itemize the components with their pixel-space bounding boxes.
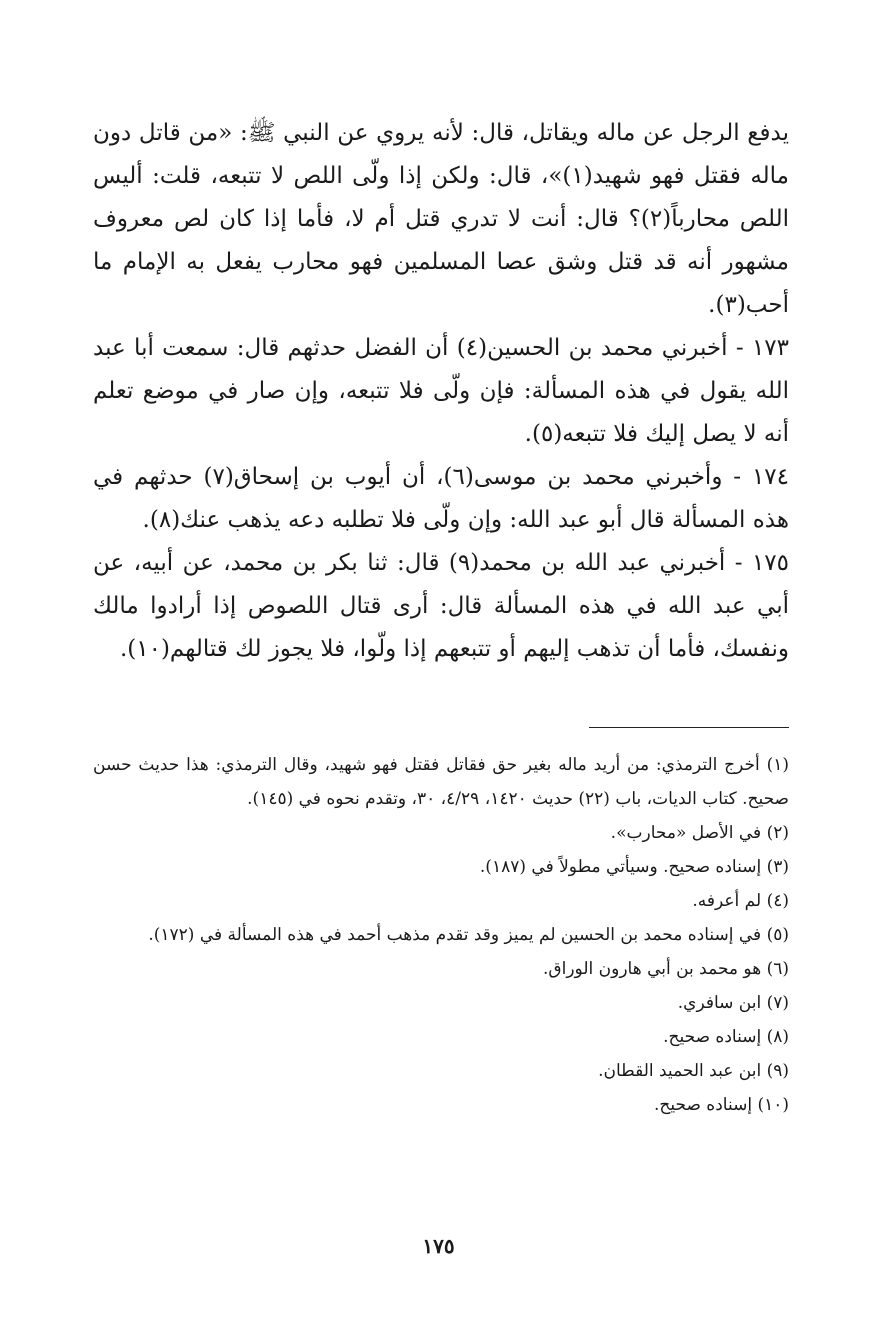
footnote-10: (١٠) إسناده صحيح.	[653, 1095, 789, 1115]
continuation-paragraph: يدفع الرجل عن ماله ويقاتل، قال: لأنه يروي عن النبي ﷺ: «من قاتل دون ماله فقتل فهو شهيد(١)»، قال: ولكن إذا ولّى اللص لا تتبعه، قلت: أليس اللص محارباً(٢)؟ قال: أنت لا تدري قتل أم لا، فأما إذا كان لص معروف مشهور أنه قد قتل وشق عصا المسلمين فهو محارب يفعل به الإمام ما أحب(٣).	[93, 120, 790, 318]
narration-174: ١٧٤ - وأخبرني محمد بن موسى(٦)، أن أيوب بن إسحاق(٧) حدثهم في هذه المسألة قال أبو عبد الله: وإن ولّى فلا تطلبه دعه يذهب عنك(٨).	[93, 464, 789, 533]
footnote-3: (٣) إسناده صحيح. وسيأتي مطولاً في (١٨٧).	[479, 857, 789, 877]
footnote-2: (٢) في الأصل «محارب».	[610, 823, 789, 843]
footnote-divider	[589, 727, 789, 728]
footnotes	[93, 748, 789, 1122]
narration-173: ١٧٣ - أخبرني محمد بن الحسين(٤) أن الفضل حدثهم قال: سمعت أبا عبد الله يقول في هذه المسألة: فإن ولّى فلا تتبعه، وإن صار في موضع تعلم أنه لا يصل إليك فلا تتبعه(٥).	[93, 335, 789, 447]
main-text	[93, 112, 789, 671]
footnote-7: (٧) ابن سافري.	[677, 993, 789, 1013]
page-number: ١٧٥	[422, 1234, 455, 1258]
footnote-5: (٥) في إسناده محمد بن الحسين لم يميز وقد تقدم مذهب أحمد في هذه المسألة في (١٧٢).	[148, 925, 789, 945]
footnote-4: (٤) لم أعرفه.	[692, 891, 789, 911]
footnote-8: (٨) إسناده صحيح.	[663, 1027, 789, 1047]
footnote-9: (٩) ابن عبد الحميد القطان.	[598, 1061, 789, 1081]
footnote-1: (١) أخرج الترمذي: من أريد ماله بغير حق فقاتل فقتل فهو شهيد، وقال الترمذي: هذا حديث حسن صحيح. كتاب الديات، باب (٢٢) حديث ١٤٢٠، ٤/٢٩، ٣٠، وتقدم نحوه في (١٤٥).	[93, 755, 789, 809]
narration-175: ١٧٥ - أخبرني عبد الله بن محمد(٩) قال: ثنا بكر بن محمد، عن أبيه، عن أبي عبد الله في هذه المسألة قال: أرى قتال اللصوص إذا أرادوا مالك ونفسك، فأما أن تذهب إليهم أو تتبعهم إذا ولّوا، فلا يجوز لك قتالهم(١٠).	[93, 550, 790, 662]
footnote-6: (٦) هو محمد بن أبي هارون الوراق.	[543, 959, 789, 979]
